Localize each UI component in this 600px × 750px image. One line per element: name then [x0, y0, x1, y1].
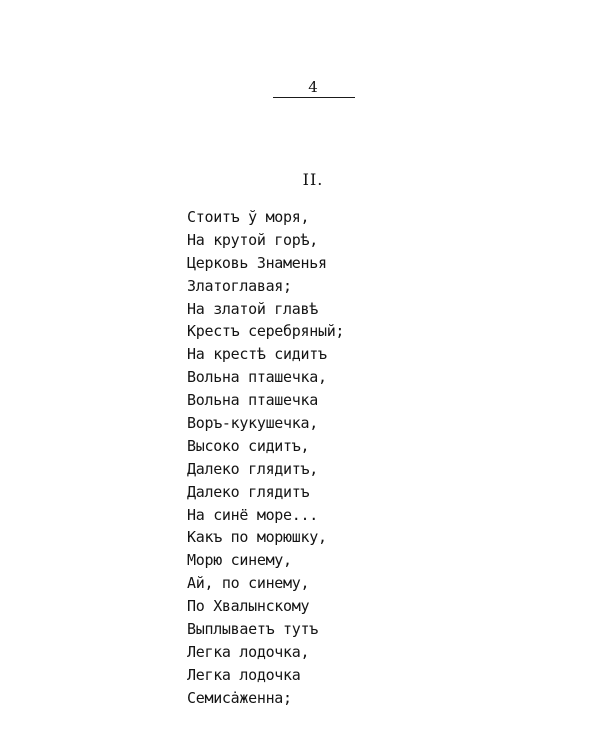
- poem-line: Стоитъ ў моря,: [187, 208, 310, 226]
- poem-line: Ай, по синему,: [187, 574, 310, 593]
- poem-line: Морю синему,: [187, 551, 292, 570]
- poem-line: На синё море...: [187, 505, 318, 524]
- header-rule: [273, 97, 355, 98]
- page-number: 4: [308, 78, 318, 96]
- poem-line: Какъ по морюшку,: [187, 528, 327, 547]
- poem-line: По Хвалынскому: [187, 597, 310, 616]
- poem-line: Воръ-кукушечка,: [187, 414, 318, 433]
- poem-line: Высоко сидитъ,: [187, 436, 310, 455]
- poem-line: Легка лодочка: [187, 665, 301, 684]
- poem-line: На крутой горѣ,: [187, 230, 318, 249]
- poem-line: Вольна пташечка: [187, 391, 318, 410]
- poem-line: На крестѣ сидитъ: [187, 345, 327, 364]
- poem-line: Семисȧженна;: [187, 688, 292, 707]
- poem-line: Вольна пташечка,: [187, 368, 327, 387]
- poem-text: [187, 206, 344, 710]
- poem-line: Выплываетъ тутъ: [187, 620, 318, 639]
- poem-line: Далеко глядитъ,: [187, 459, 318, 478]
- poem-line: На златой главѣ: [187, 299, 318, 318]
- poem-line: Крестъ серебряный;: [187, 322, 345, 341]
- poem-line: Церковь Знаменья: [187, 253, 327, 272]
- section-heading: II.: [302, 170, 324, 189]
- poem-line: Далеко глядитъ: [187, 482, 310, 501]
- poem-line: Легка лодочка,: [187, 642, 310, 661]
- poem-line: Златоглавая;: [187, 276, 292, 295]
